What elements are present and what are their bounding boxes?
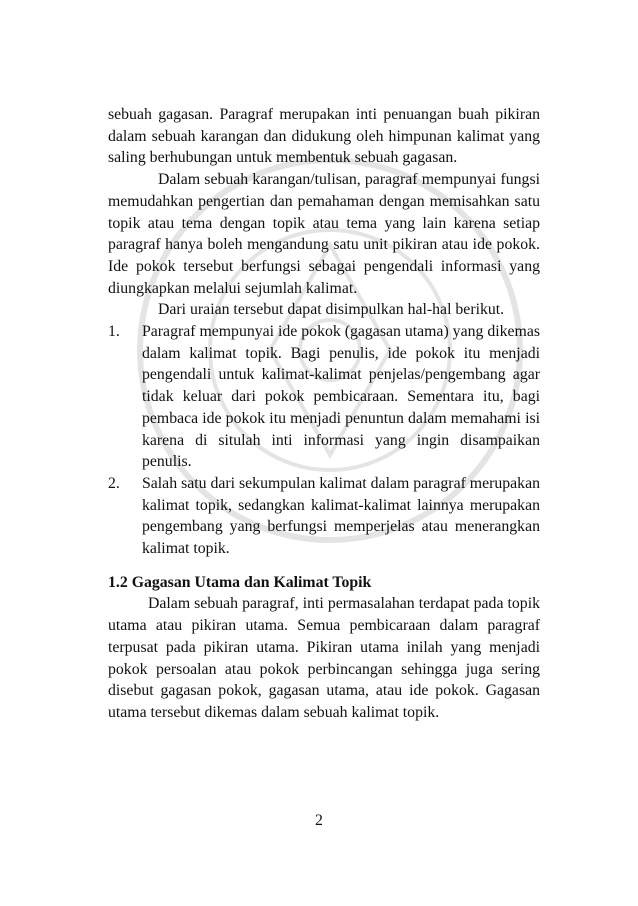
paragraph-conclusion-intro: Dari uraian tersebut dapat disimpulkan hal-hal berikut. — [158, 301, 505, 319]
list-text: Salah satu dari sekumpulan kalimat dalam paragraf merupakan kalimat topik, sedangkan kalimat-kalimat lainnya merupakan pengembang yang berfungsi memperjelas atau menerangkan kalimat topik. — [142, 474, 540, 558]
paragraph-function: Dalam sebuah karangan/tulisan, paragraf mempunyai fungsi memudahkan pengertian dan pemahaman dengan memisahkan satu topik atau tema dengan topik atau tema yang lain karena setiap paragraf hanya boleh mengandung satu unit pikiran atau ide pokok. Ide pokok tersebut berfungsi sebagai pengendali informasi yang diungkapkan melalui sejumlah kalimat. — [108, 171, 540, 297]
section-body: Dalam sebuah paragraf, inti permasalahan terdapat pada topik utama atau pikiran utama. Semua pembicaraan dalam paragraf terpusat pada pikiran utama. Pikiran utama inilah yang menjadi pokok persoalan atau pokok perbincangan sehingga juga sering disebut gagasan pokok, gagasan utama, atau ide pokok. Gagasan utama tersebut dikemas dalam sebuah kalimat topik. — [108, 595, 540, 721]
list-item — [108, 473, 540, 560]
document-page — [108, 104, 540, 724]
section-heading: 1.2 Gagasan Utama dan Kalimat Topik — [108, 573, 372, 591]
list-item — [108, 321, 540, 473]
paragraph-continuation: sebuah gagasan. Paragraf merupakan inti penuangan buah pikiran dalam sebuah karangan dan didukung oleh himpunan kalimat yang saling berhubungan untuk membentuk sebuah gagasan. — [108, 106, 540, 167]
list-number: 2. — [108, 474, 120, 492]
list-text: Paragraf mempunyai ide pokok (gagasan utama) yang dikemas dalam kalimat topik. Bagi penulis, ide pokok itu menjadi pengendali untuk kalimat-kalimat penjelas/pengembang agar tidak keluar dari pokok pembicaraan. Sementara itu, bagi pembaca ide pokok itu menjadi penuntun dalam memahami isi karena di situlah inti informasi yang ingin disampaikan penulis. — [142, 323, 540, 471]
numbered-list — [108, 321, 540, 560]
list-number: 1. — [108, 323, 120, 341]
page-number: 2 — [315, 812, 323, 829]
